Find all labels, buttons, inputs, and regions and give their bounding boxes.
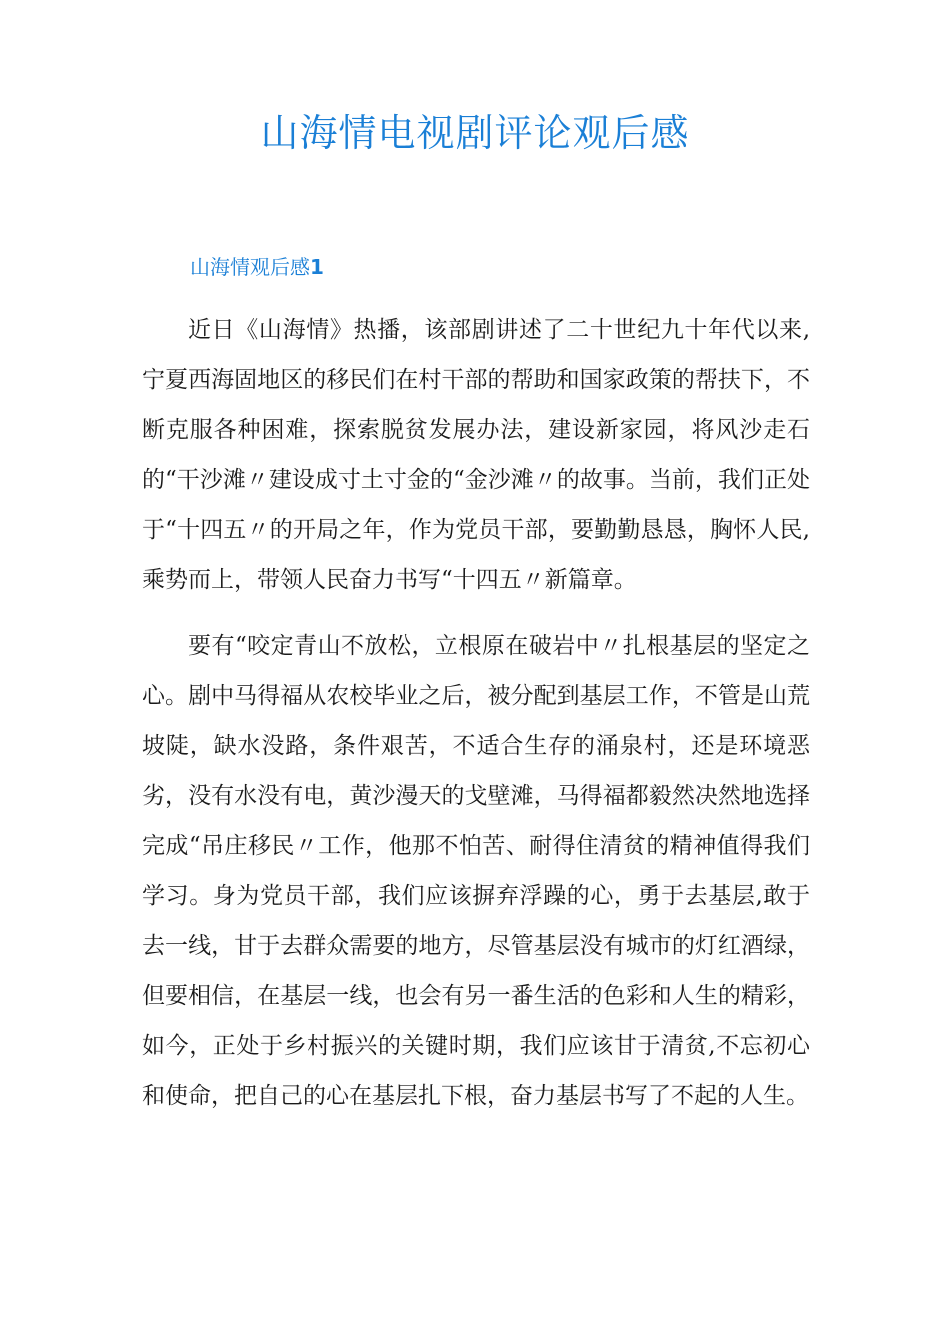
- section-heading-text: 山海情观后感: [190, 255, 310, 279]
- section-heading: [190, 252, 324, 282]
- section-heading-number: 1: [310, 255, 324, 279]
- body-paragraph-2: 要有“咬定青山不放松，立根原在破岩中〃扎根基层的坚定之心。剧中马得福从农校毕业之后，被分配到基层工作，不管是山荒坡陡，缺水没路，条件艰苦，不适合生存的涌泉村，还是环境恶劣，没有水没有电，黄沙漫天的戈壁滩，马得福都毅然决然地选择完成“吊庄移民〃工作，他那不怕苦、耐得住清贫的精神值得我们学习。身为党员干部，我们应该摒弃浮躁的心，勇于去基层,敢于去一线，甘于去群众需要的地方，尽管基层没有城市的灯红酒绿，但要相信，在基层一线，也会有另一番生活的色彩和人生的精彩，如今，正处于乡村振兴的关键时期，我们应该甘于清贫,不忘初心和使命，把自己的心在基层扎下根，奋力基层书写了不起的人生。: [142, 633, 810, 1109]
- document-title: 山海情电视剧评论观后感: [260, 111, 690, 155]
- body-paragraph-1: 近日《山海情》热播，该部剧讲述了二十世纪九十年代以来,宁夏西海固地区的移民们在村干部的帮助和国家政策的帮扶下，不断克服各种困难，探索脱贫发展办法，建设新家园，将风沙走石的“干沙滩〃建设成寸土寸金的“金沙滩〃的故事。当前，我们正处于“十四五〃的开局之年，作为党员干部，要勤勤恳恳，胸怀人民,乘势而上，带领人民奋力书写“十四五〃新篇章。: [142, 317, 810, 593]
